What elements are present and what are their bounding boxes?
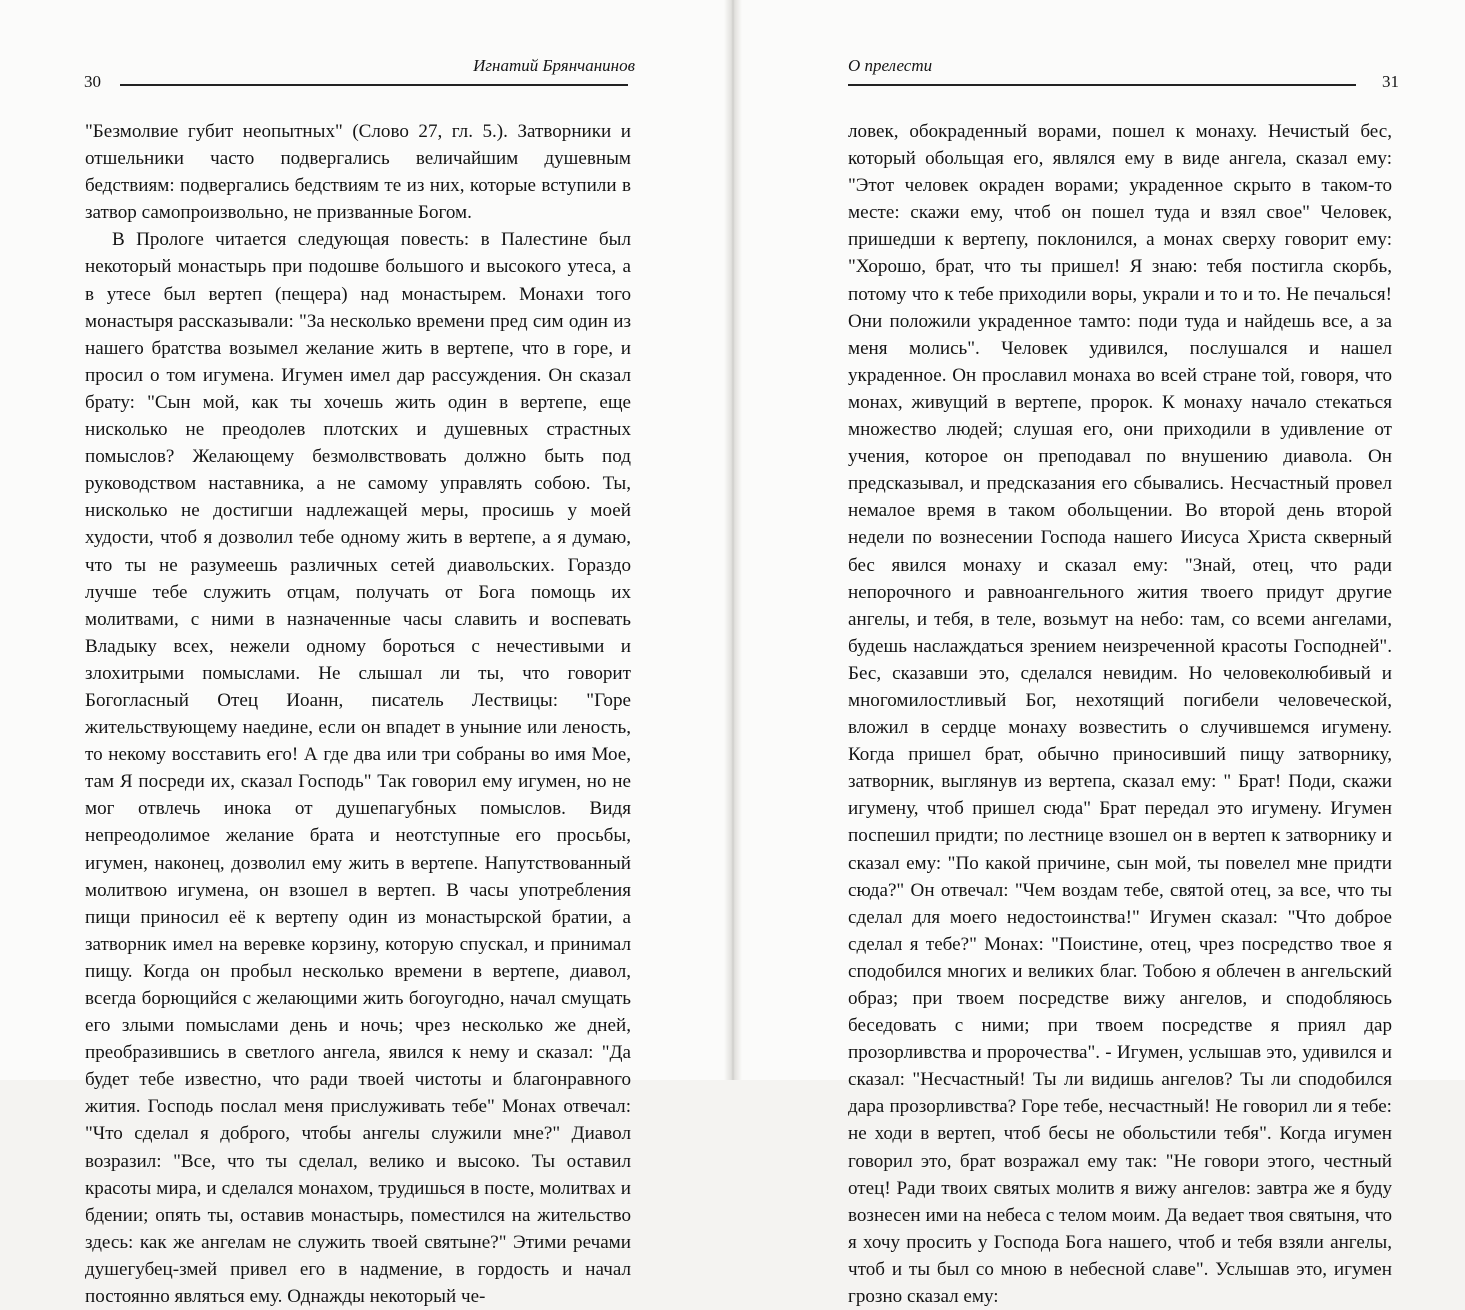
paragraph: В Прологе читается следующая повесть: в Палестине был некоторый монастырь при подошве большого и высокого утеса, а в утесе был вертеп (пещера) над монастырем. Монахи того монастыря рассказывали: "За несколько времени пред сим один из нашего братства возымел желание жить в вертепе, что в горе, и просил о том игумена. Игумен имел дар рассуждения. Он сказал брату: "Сын мой, как ты хочешь жить один в вертепе, еще нисколько не преодолев плотских и душевных страстных помыслов? Желающему безмолвствовать должно быть под руководством наставника, а не самому управлять собою. Ты, нисколько не достигши надлежащей меры, просишь у моей худости, чтоб я дозволил тебе одному жить в вертепе, а я думаю, что ты не разумеешь различных сетей диавольских. Гораздо лучше тебе служить отцам, получать от Бога помощь их молитвами, с ними в назначенные часы славить и воспевать Владыку всех, нежели одному бороться с нечестивыми и злохитрыми помыслами. Не слышал ли ты, что говорит Богогласный Отец Иоанн, писатель Лествицы: "Горе жительствующему наедине, если он впадет в уныние или леность, то некому восставить его! А где два или три собраны во имя Мое, там Я посреди их, сказал Господь" Так говорил ему игумен, но не мог отвлечь инока от душепагубных помыслов. Видя непреодолимое желание брата и неотступные его просьбы, игумен, наконец, дозволил ему жить в вертепе. Напутствованный молитвою игумена, он взошел в вертеп. В часы употребления пищи приносил её к вертепу один из монастырской братии, а затворник имел на веревке корзину, которую спускал, и принимал пищу. Когда он пробыл несколько времени в вертепе, диавол, всегда борющийся с желающими жить богоугодно, начал смущать его злыми помыслами день и ночь; чрез несколько же дней, преобразившись в светлого ангела, явился к нему и сказал: "Да будет тебе известно, что ради твоей чистоты и благонравного жития. Господь послал меня прислуживать тебе" Монах отвечал: "Что сделал я доброго, чтобы ангелы служили мне?" Диавол возразил: "Все, что ты сделал, велико и высоко. Ты оставил красоты мира, и сделался монахом, трудишься в посте, молитвах и бдении; опять ты, оставив монастырь, поместился на жительство здесь: как же ангелам не служить твоей святыне?" Этими речами душегубец-змей привел его в надмение, в гордость и начал постоянно являться ему. Однажды некоторый че- (85, 229, 631, 1308)
book-gutter (724, 0, 742, 1080)
running-head-author: Игнатий Брянчанинов (473, 56, 635, 75)
page-number: 31 (1382, 72, 1399, 91)
paragraph: ловек, обокраденный ворами, пошел к монаху. Нечистый бес, который обольщая его, являлся ему в виде ангела, сказал ему: "Этот человек окраден ворами; украденное скрыто в таком-то месте: скажи ему, чтоб он пошел туда и взял свое" Человек, пришедши к вертепу, поклонился, а монах сверху говорит ему: "Хорошо, брат, что ты пришел! Я знаю: тебя постигла скорбь, потому что к тебе приходили воры, украли и то и то. Не печалься! Они положили украденное тамто: поди туда и найдешь все, а за меня молись". Человек удивился, послушался и нашел украденное. Он прославил монаха во всей стране той, говоря, что монах, живущий в вертепе, пророк. К монаху начало стекаться множество людей; слушая его, они приходили в удивление от учения, которое он преподавал по внушению диавола. Он предсказывал, и предсказания его сбывались. Несчастный провел немалое время в таком обольщении. Во второй день второй недели по вознесении Господа нашего Иисуса Христа скверный бес явился монаху и сказал ему: "Знай, отец, что ради непорочного и равноангельного жития твоего придут другие ангелы, и тебя, в теле, возьмут на небо: там, со всеми ангелами, будешь наслаждаться зрением неизреченной красоты Господней". Бес, сказавши это, сделался невидим. Но человеколюбивый и многомилостливый Бог, нехотящий погибели человеческой, вложил в сердце монаху возвестить о случившемся игумену. Когда пришел брат, обычно приносивший пищу затворнику, затворник, выглянув из вертепа, сказал ему: " Брат! Поди, скажи игумену, чтоб пришел сюда" Брат передал это игумену. Игумен поспешил придти; по лестнице взошел он в вертеп к затворнику и сказал ему: "По какой причине, сын мой, ты повелел мне придти сюда?" Он отвечал: "Чем воздам тебе, святой отец, за все, что ты сделал для моего недостоинства!" Игумен сказал: "Что доброе сделал я тебе?" Монах: "Поистине, отец, чрез посредство твое я сподобился многих и великих благ. Тобою я облечен в ангельский образ; при твоем посредстве вижу ангелов, и сподобляюсь беседовать с ними; при твоем посредстве я приял дар прозорливства и пророчества". - Игумен, услышав это, удивился и сказал: "Несчастный! Ты ли видишь ангелов? Ты ли сподобился дара прозорливства? Горе тебе, несчастный! Не говорил ли я тебе: не ходи в вертеп, чтоб бесы не обольстили тебя". Когда игумен говорил это, брат возражал ему так: "Не говори этого, честный отец! Ради твоих святых молитв я вижу ангелов: завтра же я буду вознесен ими на небеса с телом моим. Да ведает твоя святыня, что я хочу просить у Господа Бога нашего, чтоб и тебя взяли ангелы, чтоб и ты был со мною в небесной славе". Услышав это, игумен грозно сказал ему: (848, 121, 1392, 1308)
right-page (734, 0, 1465, 1308)
page-body (85, 118, 631, 1310)
paragraph: "Безмолвие губит неопытных" (Слово 27, гл. 5.). Затворники и отшельники часто подвергались величайшим душевным бедствиям: подвергались бедствиям те из них, которые вступили в затвор самопроизвольно, не призванные Богом. (85, 121, 631, 224)
page-body (848, 118, 1392, 1310)
page-number: 30 (84, 72, 101, 91)
header-rule (120, 84, 628, 86)
header-rule (848, 84, 1356, 86)
left-page (0, 0, 731, 1308)
running-head-title: О прелести (848, 56, 933, 75)
